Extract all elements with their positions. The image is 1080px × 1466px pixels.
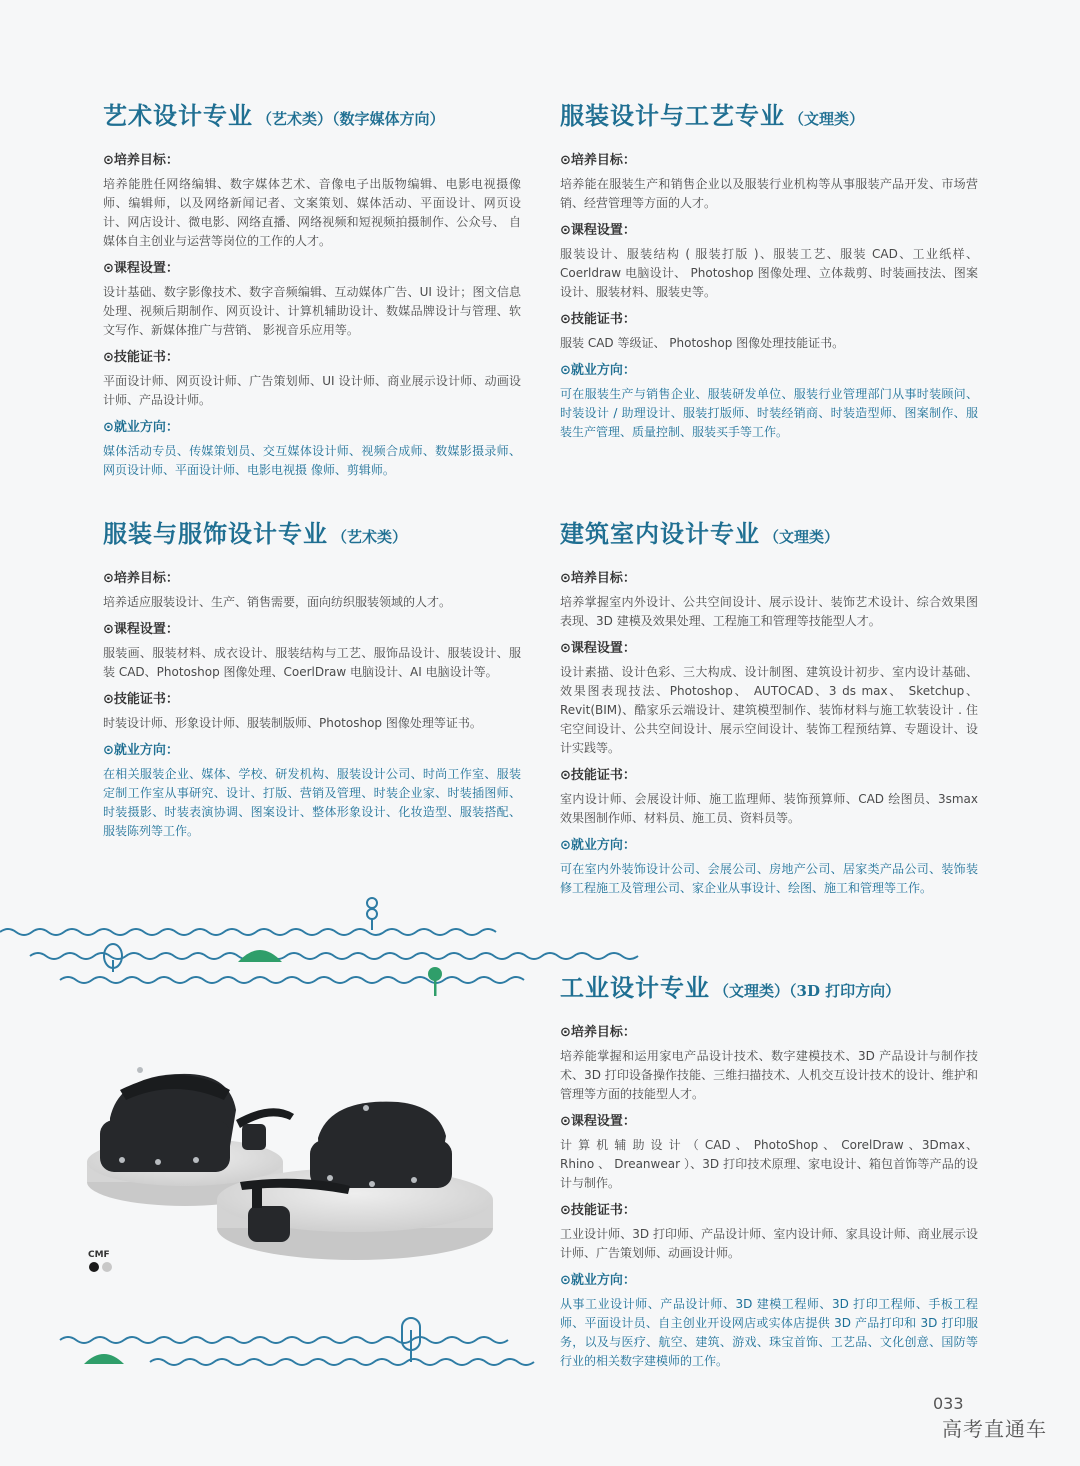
- cert-text: 时装设计师、形象设计师、服装制版师、Photoshop 图像处理等证书。: [103, 716, 482, 730]
- job-text: 媒体活动专员、传媒策划员、交互媒体设计师、视频合成师、数媒影摄录师、网页设计师、平面设计师、电影电视摄 像师、剪辑师。: [103, 444, 521, 477]
- course-text: 服装画、服装材料、成衣设计、服装结构与工艺、服饰品设计、服装设计、服装 CAD、Photoshop 图像处理、CoerlDraw 电脑设计、AI 电脑设计等。: [103, 646, 521, 679]
- job-label: ⊙就业方向：: [560, 1273, 636, 1288]
- goal-label: ⊙培养目标：: [560, 1025, 636, 1040]
- goal-text: 培养适应服装设计、生产、销售需要，面向纺织服装领域的人才。: [103, 595, 452, 609]
- cert-text: 室内设计师、会展设计师、施工监理师、装饰预算师、CAD 绘图员、3smax 效果图制作师、材料员、施工员、资料员等。: [560, 792, 978, 825]
- job-text: 可在室内外装饰设计公司、会展公司、房地产公司、居家类产品公司、装饰装修工程施工及管理公司、家企业从事设计、绘图、施工和管理等工作。: [560, 862, 978, 895]
- job-text: 在相关服装企业、媒体、学校、研发机构、服装设计公司、时尚工作室、服装定制工作室从事研究、设计、打版、营销及管理、时装企业家、时装插图师、时装摄影、时装表演协调、图案设计、整体形象设计、化妆造型、服装搭配、服装陈列等工作。: [103, 767, 521, 838]
- course-label: ⊙课程设置：: [103, 622, 179, 637]
- goal-label: ⊙培养目标：: [560, 153, 636, 168]
- section-title: 工业设计专业 （文理类）（3D 打印方向）: [560, 973, 901, 1002]
- goal-text: 培养能在服装生产和销售企业以及服装行业机构等从事服装产品开发、市场营销、经营管理等方面的人才。: [560, 177, 978, 210]
- job-label: ⊙就业方向：: [103, 743, 179, 758]
- cert-text: 平面设计师、网页设计师、广告策划师、UI 设计师、商业展示设计师、动画设计师、产品设计师。: [103, 374, 521, 407]
- goal-label: ⊙培养目标：: [560, 571, 636, 586]
- product-label: CMF: [88, 1250, 110, 1260]
- goal-text: 培养能掌握和运用家电产品设计技术、数字建模技术、3D 产品设计与制作技术、3D 打印设备操作技能、三维扫描技术、人机交互设计技术的设计、维护和管理等方面的技能型人才。: [560, 1049, 978, 1101]
- watermark-text: 高考直通车: [942, 1417, 1047, 1441]
- page-number: 033: [933, 1394, 964, 1413]
- job-label: ⊙就业方向：: [560, 838, 636, 853]
- course-label: ⊙课程设置：: [103, 261, 179, 276]
- section-title: 服装与服饰设计专业 （艺术类）: [103, 519, 408, 548]
- course-text: 设计素描、设计色彩、三大构成、设计制图、建筑设计初步、室内设计基础、效果图表现技法、Photoshop、 AUTOCAD、3 ds max、 Sketchup、Revit(BIM)、酷家乐云端设计、建筑模型制作、装饰材料与施工软装设计 . 住宅空间设计、公共空间设计、展示空间设计、装饰工程预结算、专题设计、设计实践等。: [560, 665, 978, 755]
- goal-text: 培养掌握室内外设计、公共空间设计、展示设计、装饰艺术设计、综合效果图表现、3D 建模及效果处理、工程施工和管理等技能型人才。: [560, 595, 978, 628]
- course-label: ⊙课程设置：: [560, 641, 636, 656]
- cert-label: ⊙技能证书：: [560, 1203, 636, 1218]
- course-label: ⊙课程设置：: [560, 223, 636, 238]
- cert-text: 工业设计师、3D 打印师、产品设计师、室内设计师、家具设计师、商业展示设计师、广告策划师、动画设计师。: [560, 1227, 978, 1260]
- cert-text: 服装 CAD 等级证、 Photoshop 图像处理技能证书。: [560, 336, 845, 350]
- job-label: ⊙就业方向：: [560, 363, 636, 378]
- section-title: 建筑室内设计专业 （文理类）: [560, 519, 840, 548]
- course-text: 设计基础、数字影像技术、数字音频编辑、互动媒体广告、UI 设计；图文信息处理、视频后期制作、网页设计、计算机辅助设计、数媒品牌设计与管理、软文写作、新媒体推广与营销、 影视音乐应用等。: [103, 285, 521, 337]
- job-text: 从事工业设计师、产品设计师、3D 建模工程师、3D 打印工程师、手板工程师、平面设计员、自主创业开设网店或实体店提供 3D 产品打印和 3D 打印服务，以及与医疗、航空、建筑、游戏、珠宝首饰、工艺品、文化创意、国防等行业的相关数字建模师的工作。: [560, 1297, 978, 1368]
- course-label: ⊙课程设置：: [560, 1114, 636, 1129]
- cert-label: ⊙技能证书：: [103, 350, 179, 365]
- cert-label: ⊙技能证书：: [103, 692, 179, 707]
- section-title: 服装设计与工艺专业 （文理类）: [560, 101, 865, 130]
- cert-label: ⊙技能证书：: [560, 312, 636, 327]
- goal-label: ⊙培养目标：: [103, 571, 179, 586]
- goal-text: 培养能胜任网络编辑、数字媒体艺术、音像电子出版物编辑、电影电视摄像师、编辑师，以及网络新闻记者、文案策划、媒体活动、平面设计、网页设计、网店设计、微电影、网络直播、网络视频和短视频拍摄制作、公众号、 自媒体自主创业与运营等岗位的工作的人才。: [103, 177, 521, 248]
- course-text: 计 算 机 辅 助 设 计 （ CAD 、 PhotoShop 、 CorelDraw 、3Dmax、 Rhino 、 Dreanwear ）、3D 打印技术原理、家电设计、箱包首饰等产品的设计与制作。: [560, 1138, 978, 1190]
- job-text: 可在服装生产与销售企业、服装研发单位、服装行业管理部门从事时装顾问、时装设计 / 助理设计、服装打版师、时装经销商、时装造型师、图案制作、服装生产管理、质量控制、服装买手等工作。: [560, 387, 978, 439]
- job-label: ⊙就业方向：: [103, 420, 179, 435]
- cert-label: ⊙技能证书：: [560, 768, 636, 783]
- goal-label: ⊙培养目标：: [103, 153, 179, 168]
- section-title: 艺术设计专业 （艺术类）（数字媒体方向）: [103, 101, 445, 130]
- course-text: 服装设计、服装结构 ( 服装打版 )、服装工艺、服装 CAD、工业纸样、Coerldraw 电脑设计、 Photoshop 图像处理、立体裁剪、时装画技法、图案设计、服装材料、服装史等。: [560, 247, 978, 299]
